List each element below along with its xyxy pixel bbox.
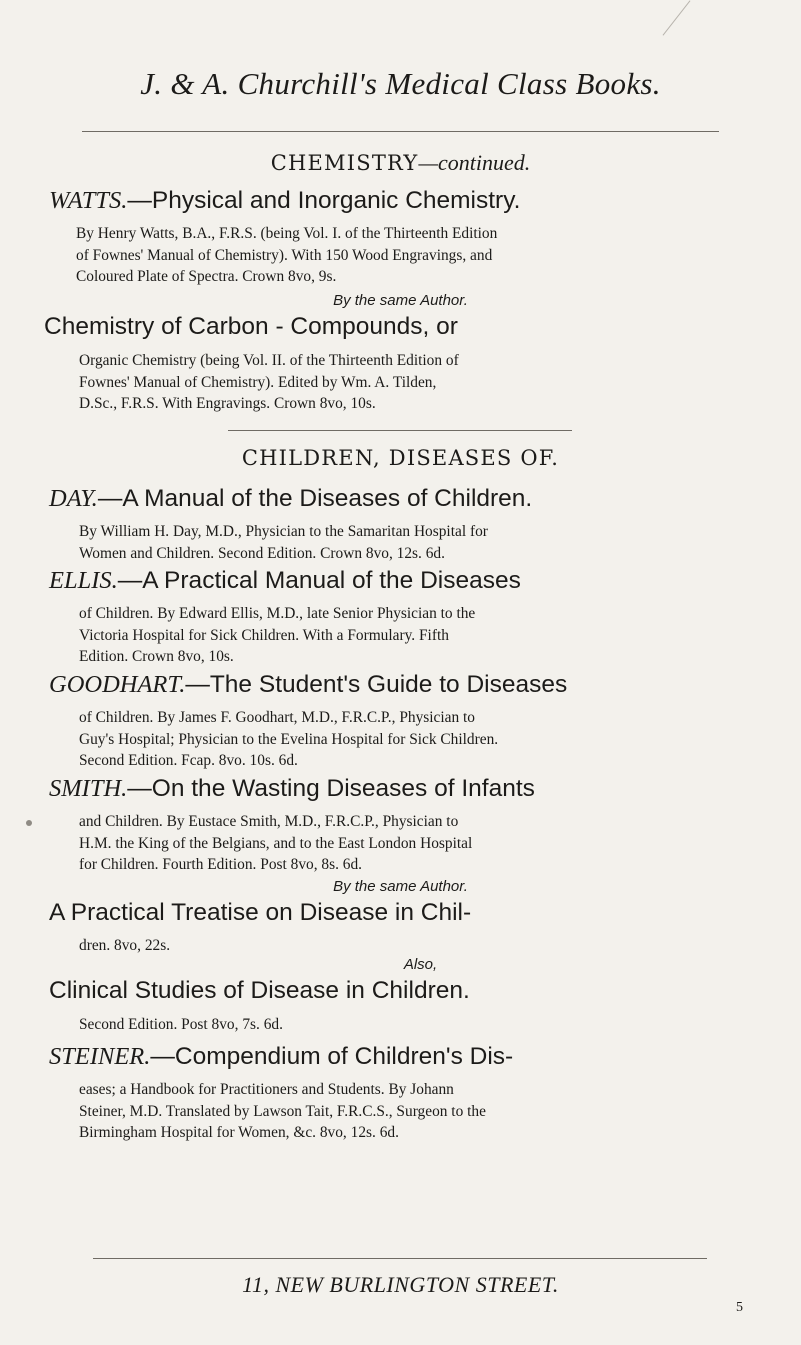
entry-title-day bbox=[49, 484, 759, 514]
entry-title-steiner bbox=[49, 1042, 759, 1072]
section-heading-children: CHILDREN, DISEASES OF. bbox=[241, 446, 560, 470]
sub-entry-title: Chemistry of Carbon - Compounds, or bbox=[44, 313, 458, 340]
sub-entry-description bbox=[79, 350, 759, 415]
sub-entry-description bbox=[79, 935, 759, 957]
description-line: Second Edition. Fcap. 8vo. 10s. 6d. bbox=[79, 752, 298, 770]
entry-book-title: —A Practical Manual of the Diseases bbox=[117, 567, 521, 594]
description-line: dren. 8vo, 22s. bbox=[79, 937, 171, 954]
section-heading-text: CHEMISTRY bbox=[270, 151, 419, 175]
description-line: Coloured Plate of Spectra. Crown 8vo, 9s. bbox=[76, 268, 337, 286]
page-number: 5 bbox=[736, 1300, 743, 1315]
entry-book-title: —A Manual of the Diseases of Children. bbox=[97, 485, 533, 512]
section-heading-chemistry bbox=[0, 150, 801, 176]
paper-mark bbox=[663, 0, 691, 35]
description-line: H.M. the King of the Belgians, and to the East London Hospital bbox=[79, 834, 473, 852]
entry-book-title: —On the Wasting Diseases of Infants bbox=[127, 775, 535, 802]
entry-author: SMITH. bbox=[49, 775, 128, 802]
description-line: Fownes' Manual of Chemistry). Edited by Wm. A. Tilden, bbox=[79, 373, 437, 391]
entry-title-goodhart bbox=[49, 670, 759, 700]
entry-description-day bbox=[79, 521, 759, 564]
description-line: Women and Children. Second Edition. Crown 8vo, 12s. 6d. bbox=[79, 544, 445, 562]
section-divider bbox=[228, 430, 572, 431]
sub-entry-title: Clinical Studies of Disease in Children. bbox=[49, 977, 470, 1004]
entry-description-ellis bbox=[79, 603, 759, 668]
entry-title-smith bbox=[49, 774, 759, 804]
entry-author: GOODHART. bbox=[49, 671, 186, 698]
entry-title-watts bbox=[49, 186, 759, 216]
description-line: D.Sc., F.R.S. With Engravings. Crown 8vo, 10s. bbox=[79, 395, 376, 413]
same-author-note: By the same Author. bbox=[333, 292, 468, 309]
description-line: Steiner, M.D. Translated by Lawson Tait, F.R.C.S., Surgeon to the bbox=[79, 1102, 486, 1120]
description-line: Organic Chemistry (being Vol. II. of the Thirteenth Edition of bbox=[79, 352, 459, 369]
description-line: Victoria Hospital for Sick Children. With a Formulary. Fifth bbox=[79, 626, 449, 644]
description-line: for Children. Fourth Edition. Post 8vo, 8s. 6d. bbox=[79, 856, 363, 874]
description-line: By William H. Day, M.D., Physician to the Samaritan Hospital for bbox=[79, 523, 488, 540]
paper-mark bbox=[26, 820, 32, 826]
description-line: of Children. By Edward Ellis, M.D., late Senior Physician to the bbox=[79, 605, 476, 622]
description-line: By Henry Watts, B.A., F.R.S. (being Vol. I. of the Thirteenth Edition bbox=[76, 225, 498, 242]
description-line: Birmingham Hospital for Women, &c. 8vo, 12s. 6d. bbox=[79, 1124, 399, 1142]
entry-book-title: —The Student's Guide to Diseases bbox=[185, 671, 568, 698]
entry-description-watts bbox=[76, 223, 756, 288]
entry-author: STEINER. bbox=[49, 1043, 151, 1070]
entry-description-smith bbox=[79, 811, 759, 876]
description-line: Second Edition. Post 8vo, 7s. 6d. bbox=[79, 1016, 283, 1033]
publisher-address: 11, NEW BURLINGTON STREET. bbox=[242, 1272, 559, 1297]
description-line: of Fownes' Manual of Chemistry). With 150 Wood Engravings, and bbox=[76, 246, 493, 264]
sub-entry-description bbox=[79, 1014, 759, 1036]
entry-description-goodhart bbox=[79, 707, 759, 772]
entry-author: WATTS. bbox=[49, 187, 128, 214]
description-line: eases; a Handbook for Practitioners and Students. By Johann bbox=[79, 1081, 454, 1098]
description-line: and Children. By Eustace Smith, M.D., F.R.C.P., Physician to bbox=[79, 813, 459, 830]
entry-book-title: —Compendium of Children's Dis- bbox=[150, 1043, 514, 1070]
same-author-note: By the same Author. bbox=[333, 878, 468, 895]
entry-book-title: —Physical and Inorganic Chemistry. bbox=[127, 187, 521, 214]
also-note: Also, bbox=[403, 956, 438, 973]
description-line: Edition. Crown 8vo, 10s. bbox=[79, 648, 234, 666]
description-line: Guy's Hospital; Physician to the Evelina Hospital for Sick Children. bbox=[79, 730, 499, 748]
running-head: J. & A. Churchill's Medical Class Books. bbox=[140, 66, 661, 101]
sub-entry-title: A Practical Treatise on Disease in Chil- bbox=[49, 899, 472, 926]
entry-author: DAY. bbox=[49, 485, 98, 512]
entry-title-ellis bbox=[49, 566, 759, 596]
section-heading-suffix: —continued. bbox=[418, 150, 531, 175]
footer-rule bbox=[93, 1258, 707, 1259]
entry-description-steiner bbox=[79, 1079, 759, 1144]
header-rule bbox=[82, 131, 719, 132]
description-line: of Children. By James F. Goodhart, M.D., F.R.C.P., Physician to bbox=[79, 709, 475, 726]
entry-author: ELLIS. bbox=[49, 567, 118, 594]
